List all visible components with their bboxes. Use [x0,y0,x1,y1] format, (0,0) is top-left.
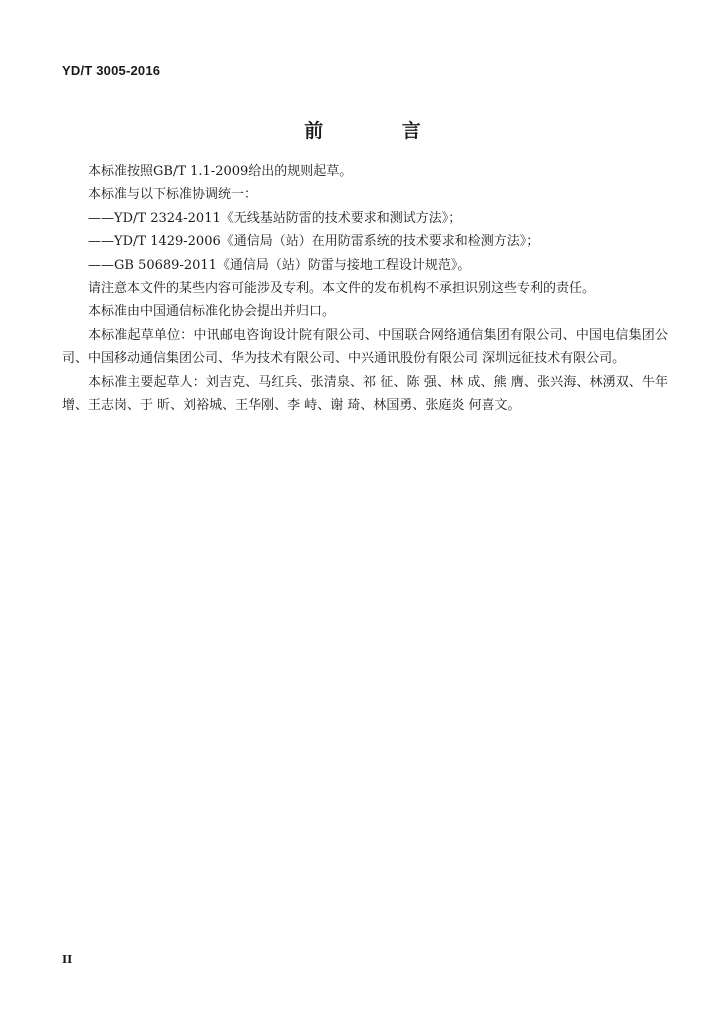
patent-notice-paragraph: 请注意本文件的某些内容可能涉及专利。本文件的发布机构不承担识别这些专利的责任。 [88,281,596,297]
reference-item: ——YD/T 1429-2006《通信局（站）在用防雷系统的技术要求和检测方法》； [88,234,540,250]
coordination-paragraph: 本标准与以下标准协调统一： [88,187,258,203]
page-title: 前 言 [304,120,457,142]
reference-item: ——YD/T 2324-2011《无线基站防雷的技术要求和测试方法》； [88,210,462,226]
page-number: II [62,953,73,966]
drafters-paragraph: 本标准主要起草人：刘吉克、马红兵、张清泉、祁 征、陈 强、林 成、熊 膺、张兴海、林湧双、牛年增、王志岗、于 昕、刘裕城、王华刚、李 峙、谢 琦、林国勇、张庭炎 何喜文。 [62,374,668,414]
reference-item: ——GB 50689-2011《通信局（站）防雷与接地工程设计规范》。 [88,257,471,273]
drafting-rules-paragraph: 本标准按照GB/T 1.1-2009给出的规则起草。 [88,164,353,179]
proposer-paragraph: 本标准由中国通信标准化协会提出并归口。 [88,304,336,320]
drafting-units-paragraph: 本标准起草单位：中讯邮电咨询设计院有限公司、中国联合网络通信集团有限公司、中国电信集团公司、中国移动通信集团公司、华为技术有限公司、中兴通讯股份有限公司 深圳远征技术有限公司。 [62,327,668,367]
foreword-body [62,160,668,417]
standard-code: YD/T 3005-2016 [62,63,161,78]
